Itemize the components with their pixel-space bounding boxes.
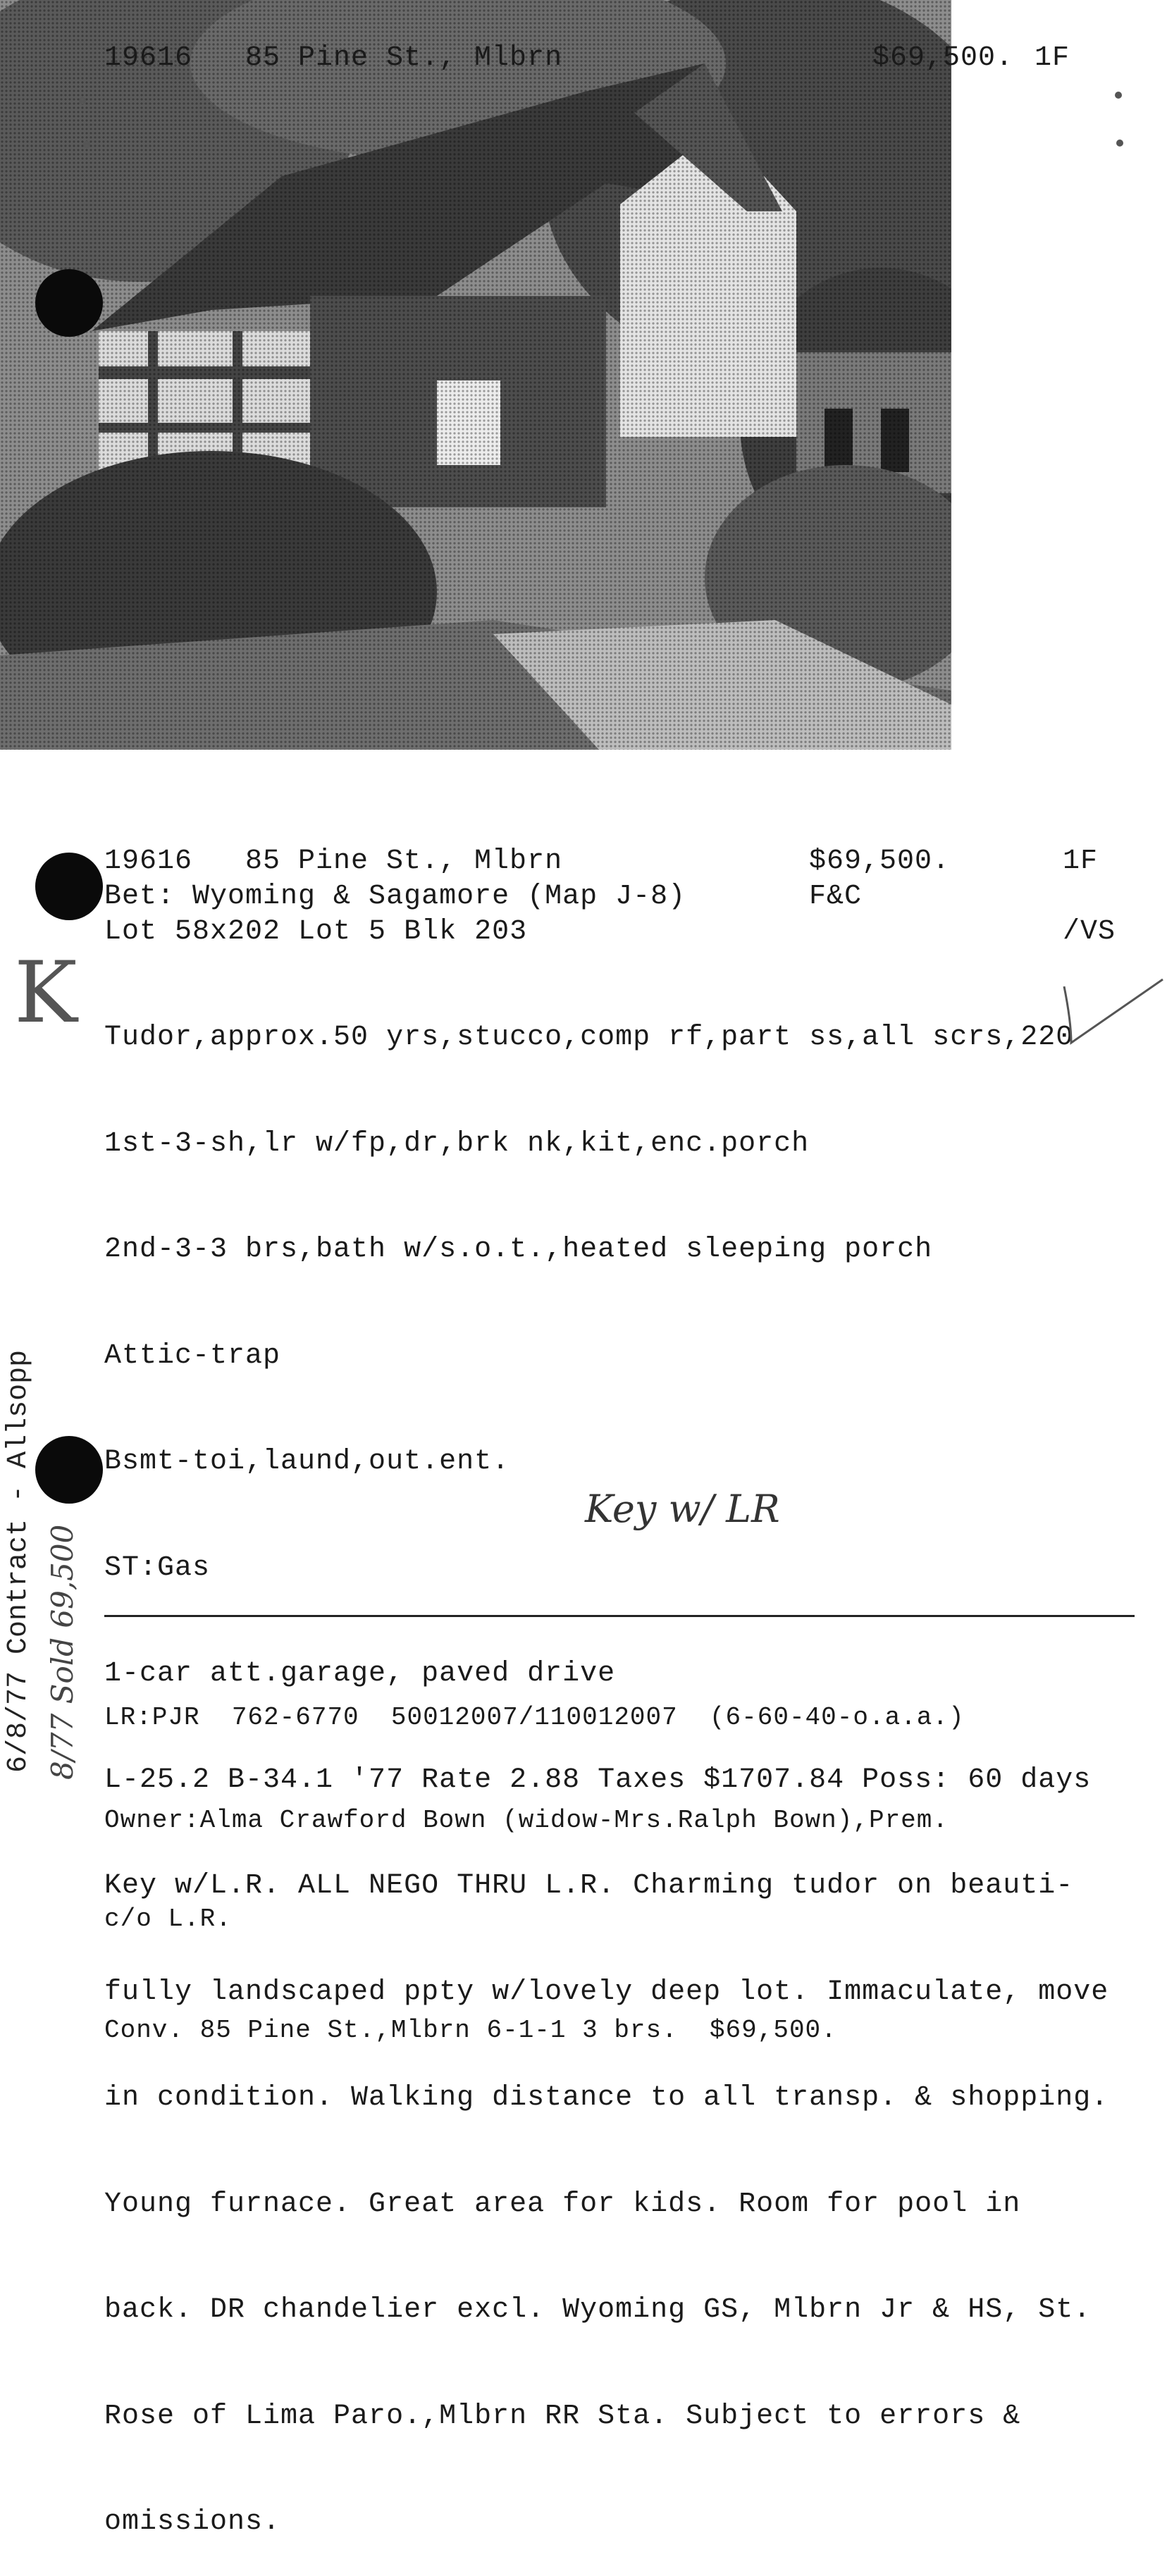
card-price: $69,500.: [809, 846, 951, 877]
handwritten-check-mark: [1057, 972, 1167, 1057]
description-line: Tudor,approx.50 yrs,stucco,comp rf,part ss,all scrs,220: [104, 1022, 1074, 1053]
punch-hole-top: [35, 269, 103, 337]
small-dot: [1116, 140, 1123, 147]
vs-code: /VS: [1063, 916, 1116, 948]
photo-caption: [104, 41, 1084, 83]
description-line: omissions.: [104, 2506, 281, 2538]
card-footer: [104, 1633, 1133, 2080]
description-line: 1st-3-sh,lr w/fp,dr,brk nk,kit,enc.porch: [104, 1127, 810, 1160]
description-line: Bsmt-toi,laund,out.ent.: [104, 1446, 510, 1478]
card-header: [104, 844, 1133, 957]
cross-streets: Bet: Wyoming & Sagamore (Map J-8): [104, 881, 686, 912]
handwritten-left-mark: K: [14, 944, 78, 1042]
description-line: Attic-trap: [104, 1339, 281, 1372]
punch-hole-middle: [35, 853, 103, 920]
small-dot: [83, 141, 90, 148]
separator-rule: [104, 1615, 1135, 1617]
description-line: fully landscaped ppty w/lovely deep lot. Immaculate, move: [104, 1976, 1109, 2008]
description-line: back. DR chandelier excl. Wyoming GS, Mlbrn Jr & HS, St.: [104, 2294, 1092, 2326]
vertical-margin-note: [0, 1265, 99, 1801]
small-dot: [1115, 92, 1122, 99]
description-line: L-25.2 B-34.1 '77 Rate 2.88 Taxes $1707.84 Poss: 60 days: [104, 1764, 1092, 1796]
care-of-line: c/o L.R.: [104, 1905, 232, 1933]
owner-line: Owner:Alma Crawford Bown (widow-Mrs.Ralph Bown),Prem.: [104, 1806, 949, 1835]
listing-realtor-line: LR:PJR 762-6770 50012007/110012007 (6-60-40-o.a.a.): [104, 1703, 965, 1732]
description-line: ST:Gas: [104, 1552, 211, 1584]
vertical-handwritten-note: 8/77 Sold 69,500: [45, 1524, 80, 1780]
small-dot: [79, 97, 86, 104]
fc-code: F&C: [809, 881, 863, 912]
lot-info: Lot 58x202 Lot 5 Blk 203: [104, 916, 528, 948]
house-photo-image: [0, 0, 951, 750]
listing-code: 1F: [1035, 42, 1070, 74]
card-listing-id: 19616: [104, 846, 193, 877]
listing-price: $69,500.: [872, 42, 1014, 74]
description-line: 1-car att.garage, paved drive: [104, 1658, 616, 1690]
card-address: 85 Pine St., Mlbrn: [245, 846, 563, 877]
description-line: Young furnace. Great area for kids. Room for pool in: [104, 2188, 1021, 2220]
listing-id: 19616: [104, 42, 193, 74]
description-line: Rose of Lima Paro.,Mlbrn RR Sta. Subject to errors &: [104, 2400, 1021, 2432]
description-line: Key w/L.R. ALL NEGO THRU L.R. Charming tudor on beauti-: [104, 1870, 1074, 1902]
handwritten-key-note: Key w/ LR: [585, 1487, 780, 1531]
conveyance-line: Conv. 85 Pine St.,Mlbrn 6-1-1 3 brs. $69,500.: [104, 2016, 837, 2045]
vertical-typed-note: 6/8/77 Contract - Allsopp: [3, 1349, 35, 1773]
listing-address: 85 Pine St., Mlbrn: [245, 42, 563, 74]
card-code: 1F: [1063, 846, 1099, 877]
description-line: in condition. Walking distance to all transp. & shopping.: [104, 2082, 1109, 2114]
house-photo: [0, 0, 951, 750]
description-line: 2nd-3-3 brs,bath w/s.o.t.,heated sleeping porch: [104, 1234, 933, 1265]
